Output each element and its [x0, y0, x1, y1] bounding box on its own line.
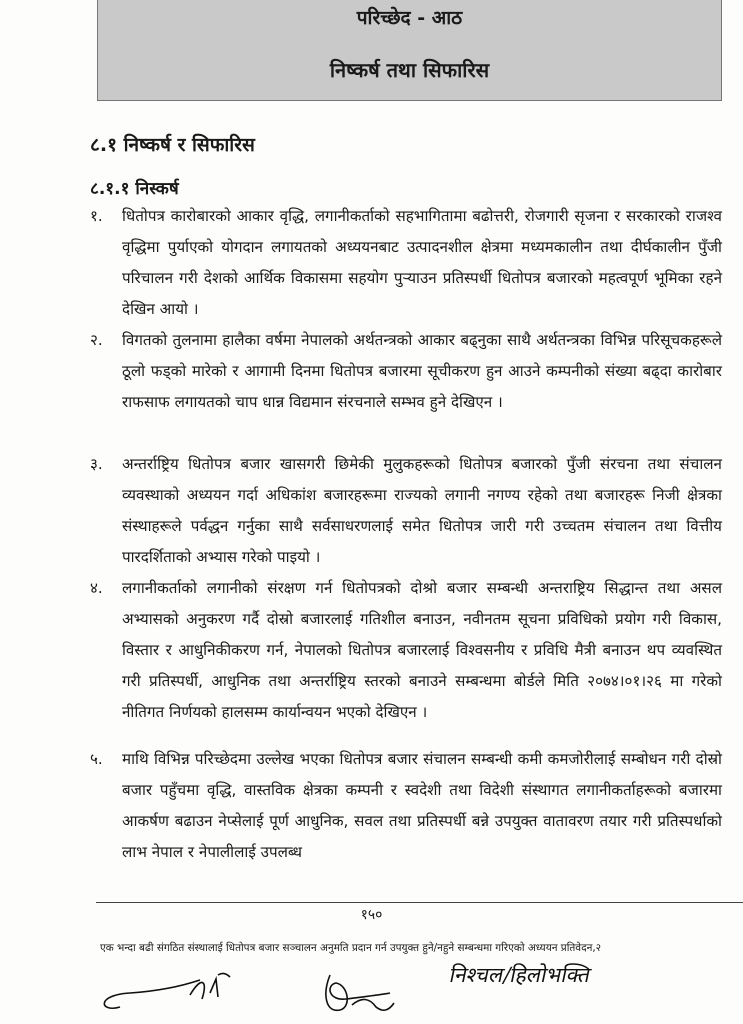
- footer-divider: [96, 902, 743, 903]
- finding-text: विगतको तुलनामा हालैका वर्षमा नेपालको अर्थतन्त्रको आकार बढ्नुका साथै अर्थतन्त्रका विभिन्न परिसूचकहरूले ठूलो फड्को मारेको र आगामी दिनमा धितोपत्र बजारमा सूचीकरण हुन आउने कम्पनीको संख्या बढ्दा कारोबार राफसाफ लगायतको चाप धान्न विद्यमान संरचनाले सम्भव हुने देखिएन ।: [122, 331, 722, 411]
- finding-number: ५.: [90, 750, 103, 768]
- signatures: [90, 955, 690, 1024]
- section-heading: ८.१ निष्कर्ष र सिफारिस: [90, 134, 255, 156]
- finding-text: अन्तर्राष्ट्रिय धितोपत्र बजार खासगरी छिमेकी मुलुकहरूको धितोपत्र बजारको पुँजी संरचना तथा संचालन व्यवस्थाको अध्ययन गर्दा अधिकांश बजारहरूमा राज्यको लगानी नगण्य रहेको तथा बजारहरू निजी क्षेत्रका संस्थाहरूले पर्वद्धन गर्नुका साथै सर्वसाधरणलाई समेत धितोपत्र जारी गरी उच्चतम संचालन तथा वित्तीय पारदर्शिताको अभ्यास गरेको पाइयो ।: [122, 455, 722, 566]
- finding-number: १.: [90, 207, 103, 225]
- chapter-title: निष्कर्ष तथा सिफारिस: [329, 58, 490, 82]
- finding-number: २.: [90, 331, 103, 349]
- finding-number: ३.: [90, 455, 103, 473]
- finding-item: [90, 201, 722, 325]
- page-number: १५०: [360, 907, 383, 923]
- finding-item: [90, 325, 722, 418]
- finding-text: धितोपत्र कारोबारको आकार वृद्धि, लगानीकर्ताको सहभागितामा बढोत्तरी, रोजगारी सृजना र सरकारको राजश्व वृद्धिमा पुर्याएको योगदान लगायतको अध्ययनबाट उत्पादनशील क्षेत्रमा मध्यमकालीन तथा दीर्घकालीन पुँजी परिचालन गरी देशको आर्थिक विकासमा सहयोग पुऱ्याउन प्रतिस्पर्धी धितोपत्र बजारको महत्वपूर्ण भूमिका रहने देखिन आयो ।: [122, 207, 722, 318]
- chapter-number: परिच्छेद - आठ: [356, 7, 463, 29]
- finding-text: लगानीकर्ताको लगानीको संरक्षण गर्न धितोपत्रको दोश्रो बजार सम्बन्धी अन्तराष्ट्रिय सिद्धान्त तथा असल अभ्यासको अनुकरण गर्दै दोस्रो बजारलाई गतिशील बनाउन, नवीनतम सूचना प्रविधिको प्रयोग गरी विकास, विस्तार र आधुनिकीकरण गर्न, नेपालको धितोपत्र बजारलाई विश्वसनीय र प्रविधि मैत्री बनाउन थप व्यवस्थित गरी प्रतिस्पर्धी, आधुनिक तथा अन्तर्राष्ट्रिय स्तरको बनाउने सम्बन्धमा बोर्डले मिति २०७४।०१।२६ मा गरेको नीतिगत निर्णयको हालसम्म कार्यान्वयन भएको देखिएन ।: [122, 579, 722, 721]
- signature-3: निश्चल/हिलोभक्ति: [447, 963, 593, 987]
- subsection-heading: ८.१.१ निस्कर्ष: [90, 179, 179, 199]
- running-footer: एक भन्दा बढी संगठित संस्थालाई धितोपत्र बजार सञ्चालन अनुमति प्रदान गर्न उपयुक्त हुने/नहुने सम्बन्धमा गरिएको अध्ययन प्रतिवेदन,२: [100, 942, 602, 954]
- signature-scribbles: [90, 955, 420, 1024]
- finding-item: [90, 744, 722, 868]
- finding-text: माथि विभिन्न परिच्छेदमा उल्लेख भएका धितोपत्र बजार संचालन सम्बन्धी कमी कमजोरीलाई सम्बोधन गरी दोस्रो बजार पहुँचमा वृद्धि, वास्तविक क्षेत्रका कम्पनी र स्वदेशी तथा विदेशी संस्थागत लगानीकर्ताहरूको बजारमा आकर्षण बढाउन नेप्सेलाई पूर्ण आधुनिक, सवल तथा प्रतिस्पर्धी बन्ने उपयुक्त वातावरण तयार गरी प्रतिस्पर्धाको लाभ नेपाल र नेपालीलाई उपलब्ध: [122, 750, 722, 861]
- signature-2: [326, 975, 394, 1010]
- finding-item: [90, 449, 722, 573]
- finding-number: ४.: [90, 579, 103, 597]
- signature-1: [104, 973, 230, 1008]
- finding-item: [90, 573, 722, 728]
- chapter-header: [97, 0, 722, 101]
